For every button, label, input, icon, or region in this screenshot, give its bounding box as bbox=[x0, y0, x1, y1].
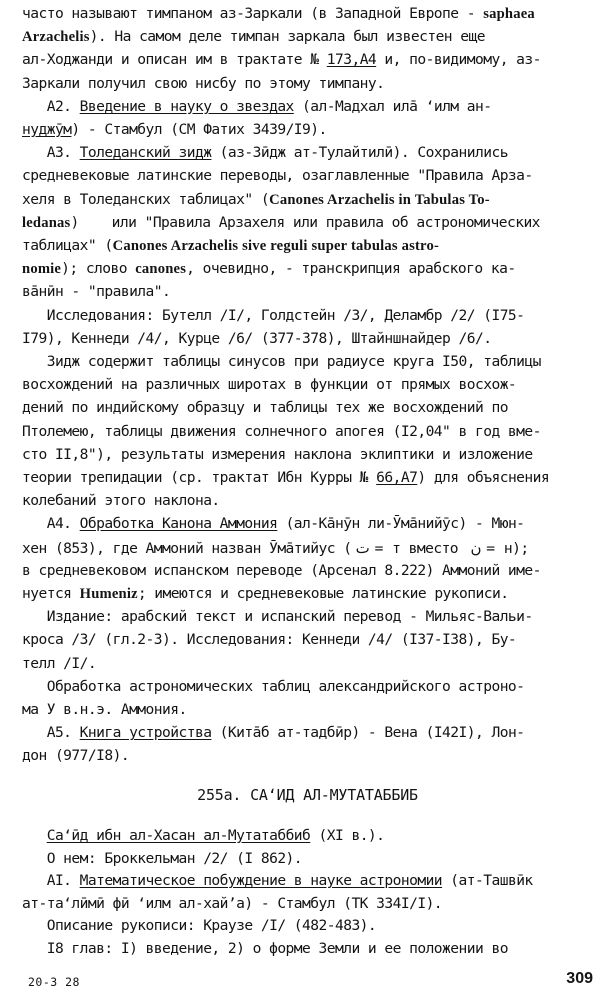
text-line bbox=[22, 563, 541, 579]
text-segment: ; имеются и средневековые латинские рукописи. bbox=[137, 585, 509, 602]
text-segment: ); слово bbox=[61, 260, 136, 278]
text-line bbox=[22, 377, 516, 393]
text-segment: (ат-Ташвӣк bbox=[442, 872, 533, 890]
text-segment: ва̄нӣн - "правила". bbox=[22, 283, 171, 301]
text-line bbox=[22, 516, 524, 532]
page-number: 309 bbox=[566, 970, 593, 987]
text-line bbox=[22, 941, 508, 957]
text-segment: = н); bbox=[486, 539, 529, 557]
text-line bbox=[22, 679, 524, 695]
text-segment: Humeniz bbox=[79, 586, 138, 602]
text-segment: 173,А4 bbox=[326, 51, 377, 69]
text-line bbox=[22, 447, 533, 463]
text-line bbox=[22, 896, 442, 912]
text-segment: А2. bbox=[22, 97, 80, 115]
text-segment: saphaea bbox=[483, 6, 535, 22]
text-segment: (XI в.). bbox=[310, 827, 385, 844]
text-line bbox=[22, 29, 485, 45]
text-line bbox=[22, 918, 376, 934]
text-line bbox=[22, 99, 491, 115]
text-segment: Обработка астрономических таблиц александрийского астроно- bbox=[22, 677, 525, 695]
text-line bbox=[22, 702, 187, 718]
text-line bbox=[22, 828, 384, 844]
text-line bbox=[22, 261, 516, 277]
text-line bbox=[22, 632, 516, 648]
text-line bbox=[22, 656, 96, 672]
text-line bbox=[22, 308, 524, 324]
text-segment: Толеданский зидж bbox=[79, 144, 212, 162]
text-line bbox=[22, 238, 439, 254]
text-segment: А3. bbox=[22, 144, 80, 162]
text-segment: ت bbox=[351, 538, 375, 557]
text-segment: Введение в науку о звездах bbox=[79, 97, 294, 115]
text-line bbox=[22, 424, 541, 440]
text-segment: (Кита̄б ат-тадбӣр) - Вена (I42I), Лон- bbox=[211, 724, 525, 742]
text-segment: (аз-Зӣдж ат-Тулайтилӣ). Сохранились bbox=[211, 144, 508, 162]
text-line bbox=[22, 145, 508, 161]
text-line bbox=[22, 52, 541, 68]
text-segment: часто называют тимпаном аз-Заркали (в Западной Европе - bbox=[22, 5, 484, 22]
text-segment: восхождений на различных широтах в функции от прямых восхож- bbox=[22, 376, 517, 394]
text-segment: таблицах" ( bbox=[22, 237, 113, 254]
text-segment: (ал-Ка̄нӯн ли-Ӯма̄нийӯс) - Мюн- bbox=[277, 515, 525, 533]
text-line bbox=[22, 215, 540, 231]
text-segment: О нем: Броккельман /2/ (I 862). bbox=[22, 849, 303, 867]
text-segment: Зидж содержит таблицы синусов при радиусе круга I50, таблицы bbox=[22, 353, 541, 370]
text-segment: Издание: арабский текст и испанский перевод - Мильяс-Вальи- bbox=[22, 608, 533, 626]
text-segment: колебаний этого наклона. bbox=[22, 492, 220, 510]
text-segment: телл /I/. bbox=[22, 654, 97, 672]
text-line bbox=[22, 331, 491, 347]
text-segment: дон (977/I8). bbox=[22, 747, 130, 765]
text-segment: средневековые латинские переводы, озаглавленные "Правила Арза- bbox=[22, 167, 533, 185]
text-segment: Птолемею, таблицы движения солнечного апогея (I2,04" в год вме- bbox=[22, 422, 541, 440]
text-line bbox=[22, 284, 170, 300]
text-segment: = т вместо bbox=[374, 539, 467, 557]
text-line bbox=[22, 748, 129, 764]
text-segment: Заркали получил свою нисбу по этому тимпану. bbox=[22, 74, 385, 92]
text-segment: теории трепидации (ср. трактат Ибн Курры № bbox=[22, 469, 377, 486]
text-segment: хен (853), где Аммоний назван Ӯма̄тийус ( bbox=[22, 539, 352, 557]
text-segment: I79), Кеннеди /4/, Курце /6/ (377-378), Штайншнайдер /6/. bbox=[22, 329, 492, 347]
text-segment: ат-таʻлӣмӣ фӣ ʻилм ал-хайʼа) - Стамбул (ТК 334I/I). bbox=[22, 894, 443, 912]
text-segment bbox=[22, 827, 47, 844]
text-segment: ма У в.н.э. Аммония. bbox=[22, 701, 187, 718]
text-line bbox=[22, 725, 524, 741]
text-segment: 66,А7 bbox=[376, 469, 418, 486]
text-segment: canones bbox=[135, 261, 187, 278]
text-segment: nomie bbox=[22, 261, 62, 278]
text-segment: АI. bbox=[22, 872, 80, 890]
text-segment: А4. bbox=[22, 515, 80, 533]
text-line bbox=[22, 470, 549, 486]
text-line bbox=[22, 122, 327, 138]
text-segment: нуджӯм bbox=[22, 121, 72, 138]
text-segment: Книга устройства bbox=[79, 724, 212, 742]
text-segment: Arzachelis bbox=[22, 29, 90, 46]
text-segment: и, по-видимому, аз- bbox=[376, 51, 541, 69]
text-line bbox=[22, 192, 490, 208]
text-line bbox=[22, 493, 220, 509]
text-segment: Обработка Канона Аммония bbox=[79, 515, 278, 533]
text-segment: Canones Arzachelis sive reguli super tabulas astro- bbox=[112, 238, 440, 254]
text-segment: в средневековом испанском переводе (Арсенал 8.222) Аммоний име- bbox=[22, 561, 541, 579]
text-segment: ). На самом деле тимпан заркала был известен еще bbox=[89, 28, 485, 46]
printer-signature: 20-3 28 bbox=[28, 975, 80, 989]
text-segment: Саʻӣд ибн ал-Хасан ал-Мутатаббиб bbox=[46, 827, 311, 844]
text-segment: ал-Ходжанди и описан им в трактате № bbox=[22, 51, 327, 69]
text-line bbox=[22, 586, 508, 602]
text-line bbox=[22, 540, 529, 557]
text-segment: сто II,8"), результаты измерения наклона эклиптики и изложение bbox=[22, 445, 533, 463]
text-line bbox=[22, 400, 508, 416]
text-line bbox=[22, 873, 533, 889]
text-segment: Исследования: Бутелл /I/, Голдстейн /3/, Деламбр /2/ (I75- bbox=[22, 306, 525, 324]
text-segment: дений по индийскому образцу и таблицы тех же восхождений по bbox=[22, 399, 508, 417]
text-segment: хеля в Толеданских таблицах" ( bbox=[22, 190, 270, 208]
text-segment: (ал-Мадхал ила̄ ʻилм ан- bbox=[293, 97, 492, 115]
text-segment: ) - Стамбул (СМ Фатих 3439/I9). bbox=[71, 121, 327, 138]
text-line bbox=[22, 851, 302, 867]
text-segment: нуется bbox=[22, 585, 80, 602]
text-segment: I8 глав: I) введение, 2) о форме Земли и ее положении во bbox=[22, 940, 508, 957]
text-segment: Canones Arzachelis in Tabulas To- bbox=[269, 191, 490, 208]
text-segment: Математическое побуждение в науке астрономии bbox=[79, 872, 443, 890]
text-segment: ) или "Правила Арзахеля или правила об астрономических bbox=[70, 213, 540, 231]
text-segment: ن bbox=[466, 538, 487, 557]
section-heading: 255а. САʻИД АЛ-МУТАТАББИБ bbox=[197, 786, 418, 804]
text-segment: кроса /3/ (гл.2-3). Исследования: Кеннеди /4/ (I37-I38), Бу- bbox=[22, 631, 517, 649]
text-segment: Описание рукописи: Краузе /I/ (482-483). bbox=[22, 917, 377, 935]
text-segment: А5. bbox=[22, 724, 80, 742]
text-segment: ledanas bbox=[22, 214, 71, 231]
text-line bbox=[22, 76, 384, 92]
text-line bbox=[22, 609, 533, 625]
text-segment: ) для объяснения bbox=[417, 469, 550, 486]
text-line bbox=[22, 168, 533, 184]
text-line bbox=[22, 6, 535, 22]
text-segment: , очевидно, - транскрипция арабского ка- bbox=[186, 260, 516, 278]
text-line bbox=[22, 354, 541, 370]
